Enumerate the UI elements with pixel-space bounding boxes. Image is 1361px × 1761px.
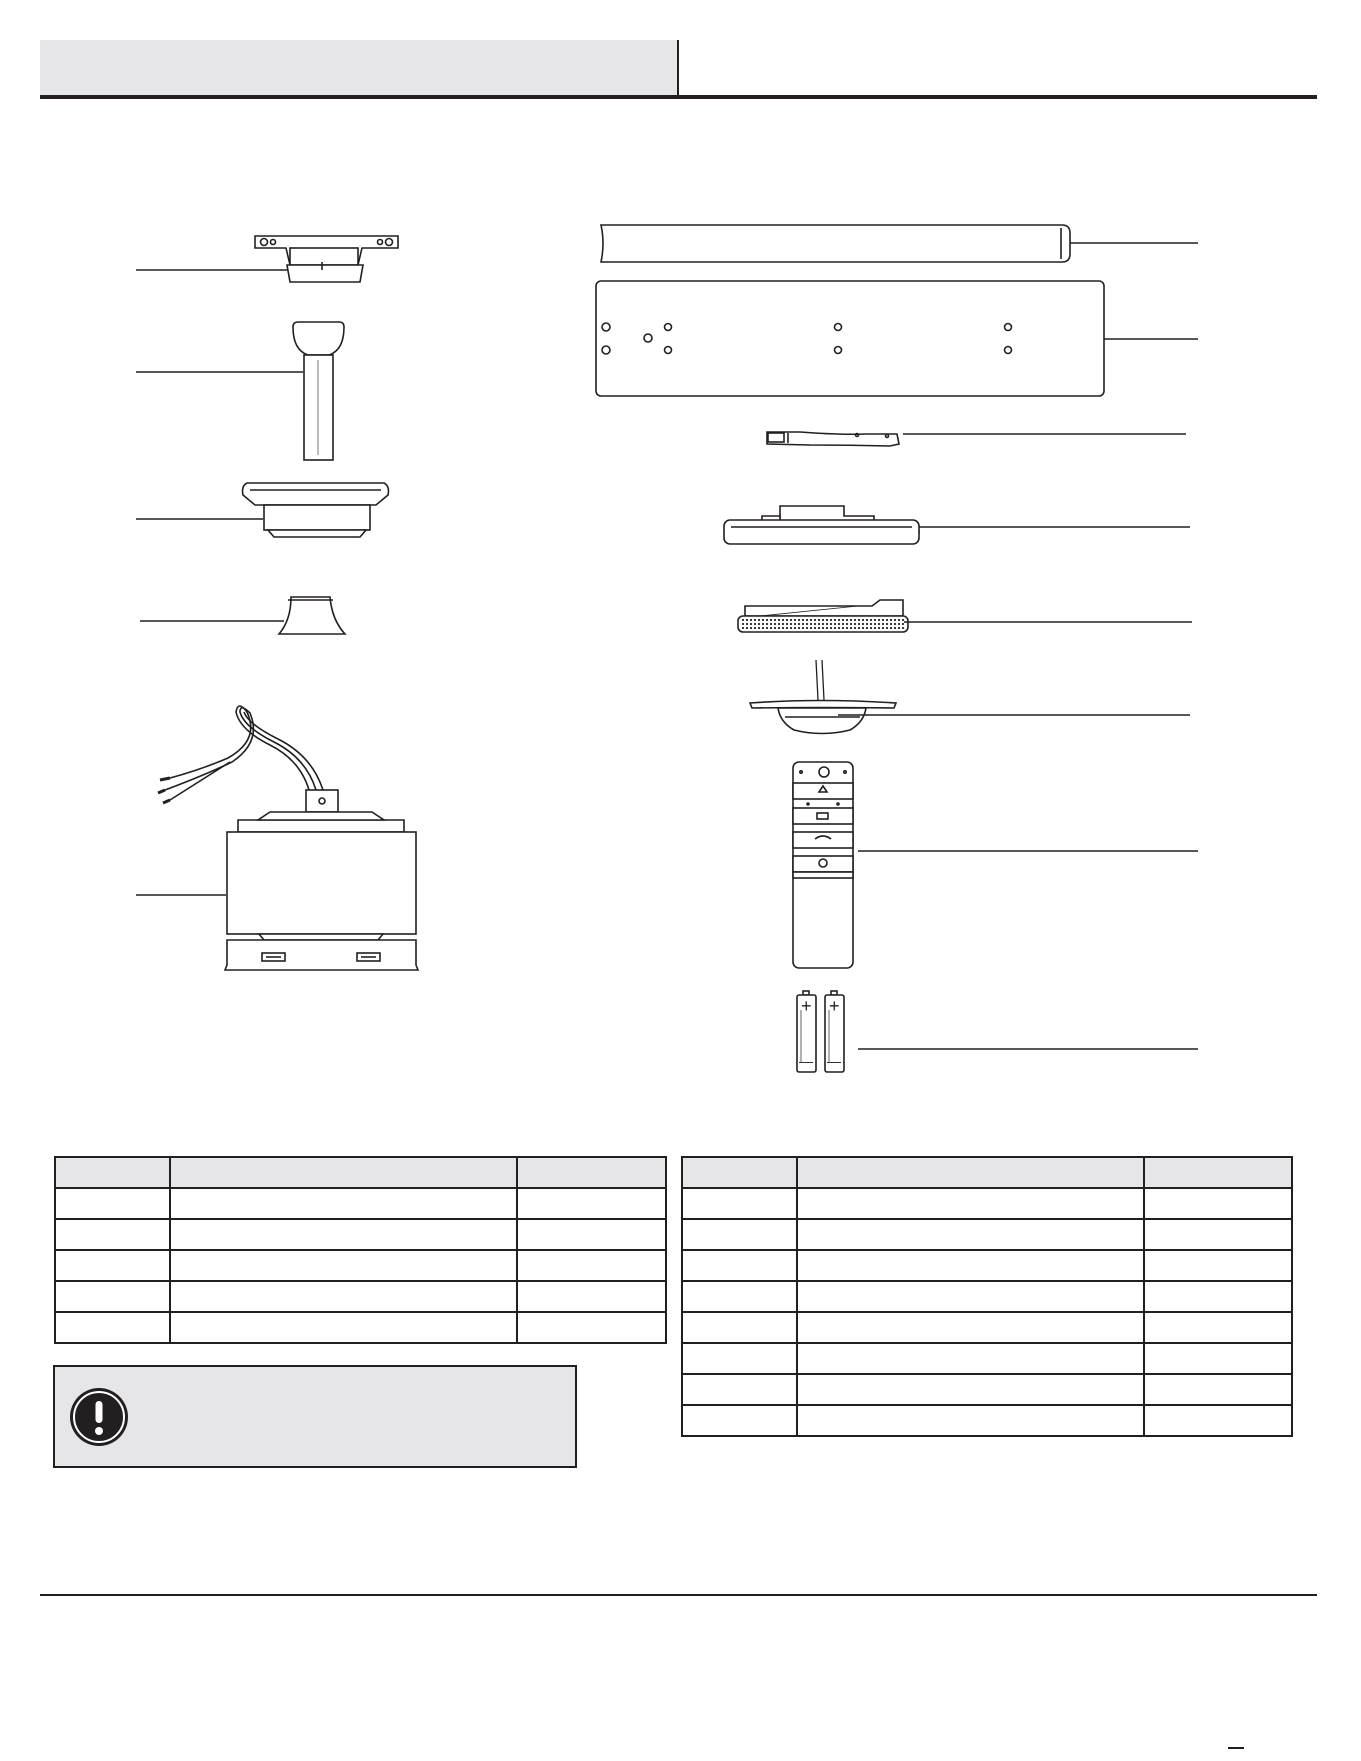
table-header-row	[55, 1157, 666, 1188]
motor-assembly-drawing	[158, 706, 418, 970]
table-row	[55, 1312, 666, 1343]
downrod-drawing	[293, 322, 344, 460]
light-cover-drawing	[750, 660, 896, 734]
cell-description	[797, 1250, 1144, 1281]
battery-plus-1: +	[801, 996, 812, 1016]
switch-housing-drawing	[724, 506, 919, 544]
cell-description	[170, 1281, 517, 1312]
table-row	[55, 1219, 666, 1250]
cell-quantity	[1144, 1219, 1292, 1250]
battery-plus-2: +	[829, 996, 840, 1016]
cell-quantity	[1144, 1312, 1292, 1343]
table-row	[55, 1188, 666, 1219]
cell-quantity	[517, 1250, 666, 1281]
parts-table-left	[54, 1156, 667, 1344]
table-row	[682, 1374, 1292, 1405]
table-row	[682, 1343, 1292, 1374]
col-header-part	[55, 1157, 170, 1188]
cell-quantity	[517, 1188, 666, 1219]
parts-table-right	[681, 1156, 1293, 1437]
footer-rule	[40, 1594, 1317, 1596]
cell-part	[682, 1250, 797, 1281]
cell-description	[797, 1281, 1144, 1312]
cell-part	[682, 1281, 797, 1312]
col-header-description	[170, 1157, 517, 1188]
table-row	[55, 1250, 666, 1281]
battery-minus-2: —	[827, 1053, 841, 1069]
col-header-quantity	[517, 1157, 666, 1188]
table-row	[682, 1405, 1292, 1436]
cell-part	[682, 1219, 797, 1250]
canopy-drawing	[243, 483, 389, 537]
cell-part	[682, 1405, 797, 1436]
cell-description	[797, 1405, 1144, 1436]
cell-description	[797, 1374, 1144, 1405]
table-row	[682, 1250, 1292, 1281]
table-row	[682, 1312, 1292, 1343]
mounting-bracket-drawing	[255, 236, 398, 282]
coupling-cover-drawing	[279, 597, 345, 634]
cell-part	[55, 1312, 170, 1343]
remote-control-drawing	[793, 762, 853, 968]
col-header-part	[682, 1157, 797, 1188]
col-header-description	[797, 1157, 1144, 1188]
cell-quantity	[1144, 1343, 1292, 1374]
cell-part	[682, 1312, 797, 1343]
cell-description	[797, 1188, 1144, 1219]
cell-description	[170, 1219, 517, 1250]
cell-quantity	[517, 1312, 666, 1343]
cell-quantity	[1144, 1188, 1292, 1219]
cell-part	[55, 1281, 170, 1312]
exclamation-icon	[69, 1387, 129, 1447]
page-mark	[1228, 1747, 1244, 1749]
cell-description	[797, 1343, 1144, 1374]
cell-description	[797, 1219, 1144, 1250]
blade-bracket-drawing	[767, 432, 899, 446]
cell-part	[682, 1343, 797, 1374]
table-row	[682, 1188, 1292, 1219]
cell-part	[55, 1250, 170, 1281]
cell-quantity	[517, 1281, 666, 1312]
col-header-quantity	[1144, 1157, 1292, 1188]
cell-description	[170, 1250, 517, 1281]
cell-description	[170, 1312, 517, 1343]
note-box	[53, 1365, 577, 1468]
led-module-drawing	[738, 600, 908, 632]
table-row	[682, 1281, 1292, 1312]
cell-quantity	[517, 1219, 666, 1250]
cell-part	[55, 1219, 170, 1250]
table-row	[55, 1281, 666, 1312]
cell-quantity	[1144, 1250, 1292, 1281]
table-row	[682, 1219, 1292, 1250]
battery-minus-1: —	[799, 1053, 813, 1069]
cell-quantity	[1144, 1374, 1292, 1405]
cell-quantity	[1144, 1405, 1292, 1436]
cell-part	[682, 1374, 797, 1405]
blade-top-drawing	[601, 225, 1070, 262]
cell-description	[797, 1312, 1144, 1343]
cell-part	[55, 1188, 170, 1219]
cell-description	[170, 1188, 517, 1219]
cell-quantity	[1144, 1281, 1292, 1312]
table-header-row	[682, 1157, 1292, 1188]
cell-part	[682, 1188, 797, 1219]
blade-flat-drawing	[596, 281, 1104, 396]
